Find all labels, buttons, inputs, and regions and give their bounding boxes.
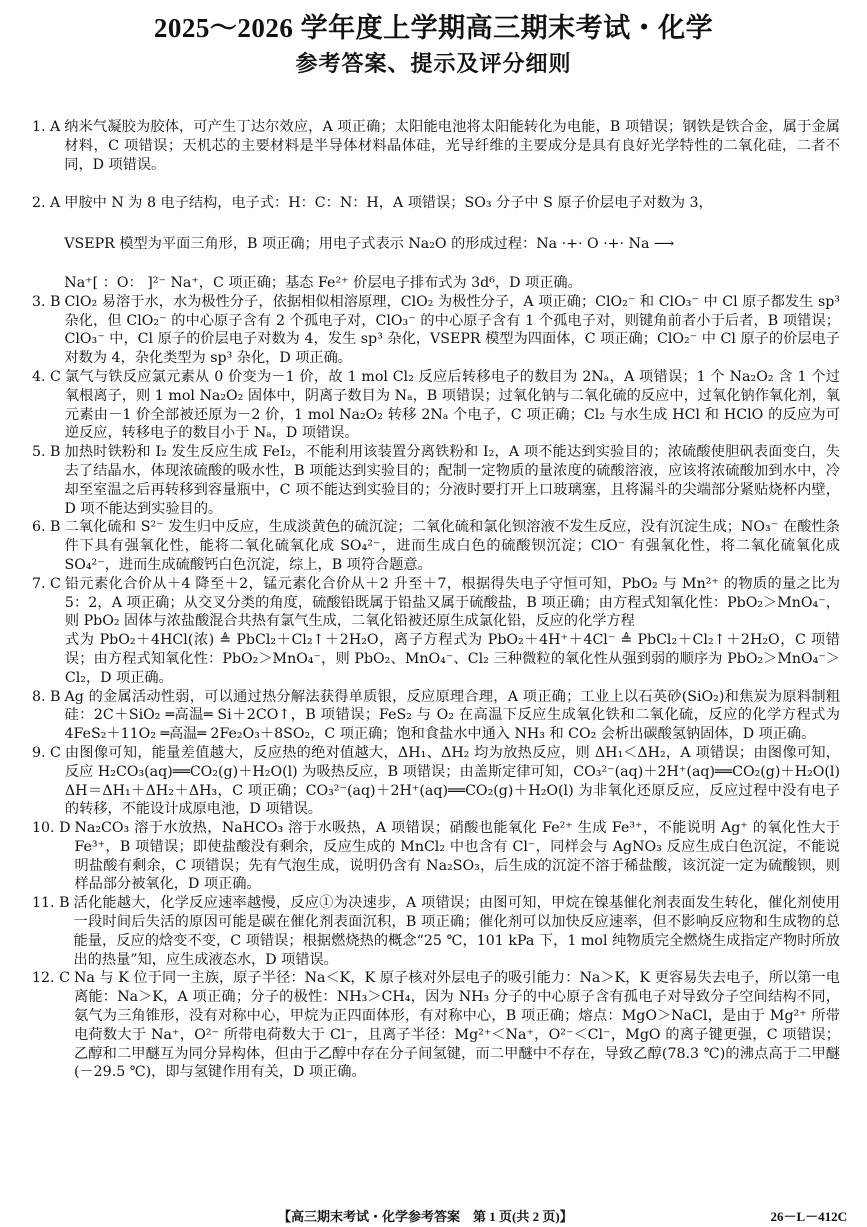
- answer-explanation: 由图像可知，能量差值越大，反应热的绝对值越大，ΔH₁、ΔH₂ 均为放热反应，则 ΔH₁＜ΔH₂，A 项错误；由图像可知，反应 H₂CO₃(aq)══CO₂(g)＋H₂O(l) 为吸热反应，B 项错误；由盖斯定律可知，CO₃²⁻(aq)＋2H⁺(aq)══CO₂(g)＋H₂O(l) ΔH＝ΔH₁＋ΔH₂＋ΔH₃，C 项正确；CO₃²⁻(aq)＋2H⁺(aq)══CO₂(g)＋H₂O(l) 为非氧化还原反应，反应过程中没有电子的转移，不能设计成原电池，D 项错误。: [64, 744, 855, 818]
- answer-number: 6. B: [32, 519, 61, 536]
- answer-explanation: 二氧化硫和 S²⁻ 发生归中反应，生成淡黄色的硫沉淀；二氧化硫和氯化钡溶液不发生反应，没有沉淀生成；NO₃⁻ 在酸性条件下具有强氧化性，能将二氧化硫氧化成 SO₄²⁻，进而生成白色的硫酸钡沉淀；ClO⁻ 有强氧化性，将二氧化硫氧化成 SO₄²⁻，进而生成硫酸钙白色沉淀，综上，B 项符合题意。: [64, 519, 840, 573]
- answer-explanation-line: 甲胺中 N 为 8 电子结构，电子式：H：C：N：H，A 项错误；SO₃ 分子中 S 原子价层电子对数为 3，: [64, 195, 713, 212]
- answer-item-8: [32, 688, 840, 744]
- answer-explanation: Ag 的金属活动性弱，可以通过热分解法获得单质银，反应原理合理，A 项正确；工业上以石英砂(SiO₂)和焦炭为原料制粗硅：2C＋SiO₂ ═高温═ Si＋2CO↑，B 项错误；FeS₂ 与 O₂ 在高温下反应生成氧化铁和二氧化硫，反应的化学方程式为 4FeS₂＋11O₂ ═高温═ 2Fe₂O₃＋8SO₂，C 项正确；饱和食盐水中通入 NH₃ 和 CO₂ 会析出碳酸氢钠固体，D 项正确。: [64, 688, 840, 743]
- answer-explanation-line: 铅元素化合价从＋4 降至＋2，锰元素化合价从＋2 升至＋7，根据得失电子守恒可知，PbO₂ 与 Mn²⁺ 的物质的量之比为 5：2，A 项正确；从交叉分类的角度，硫酸铅既属于铅盐又属于硫酸盐，B 项正确；由方程式知氧化性：PbO₂＞MnO₄⁻，则 PbO₂ 固体与浓盐酸混合共热有氯气生成，二氧化铅被还原生成氯化铅，反应的化学方程: [64, 575, 840, 630]
- answer-number: 9. C: [32, 744, 61, 761]
- answer-item-1: [32, 118, 840, 174]
- answer-item-4: [32, 368, 840, 443]
- answer-explanation: 氯气与铁反应氯元素从 0 价变为－1 价，故 1 mol Cl₂ 反应后转移电子的数目为 2Nₐ，A 项错误；1 个 Na₂O₂ 含 1 个过氧根离子，则 1 mol Na₂O₂ 固体中，阴离子数目为 Nₐ，B 项错误；过氧化钠与二氧化硫的反应中，过氧化钠作氧化剂，氧元素由－1 价全部被还原为－2 价，1 mol Na₂O₂ 转移 2Nₐ 个电子，C 项正确；Cl₂ 与水生成 HCl 和 HClO 的反应为可逆反应，转移电子的数目小于 Nₐ，D 项错误。: [64, 368, 840, 442]
- answer-explanation-line: 式为 PbO₂＋4HCl(浓) ≜ PbCl₂＋Cl₂↑＋2H₂O，离子方程式为 PbO₂＋4H⁺＋4Cl⁻ ≜ PbCl₂＋Cl₂↑＋2H₂O，C 项错误；由方程式知氧化性：PbO₂＞MnO₄⁻，则 PbO₂、MnO₄⁻、Cl₂ 三种微粒的氧化性从强到弱的顺序为 PbO₂＞MnO₄⁻＞Cl₂，D 项正确。: [64, 632, 840, 686]
- answer-item-7: [32, 575, 840, 688]
- answer-item-6: [32, 518, 840, 574]
- answer-number: 4. C: [32, 368, 61, 385]
- answer-number: 5. B: [32, 444, 61, 461]
- answer-number: 1. A: [32, 119, 61, 135]
- lewis-spacer: [32, 174, 840, 194]
- answer-item-3: [32, 293, 840, 368]
- answer-item-5: [32, 443, 840, 518]
- answer-explanation: Na 与 K 位于同一主族，原子半径：Na＜K，K 原子核对外层电子的吸引能力：Na＞K，K 更容易失去电子，所以第一电离能：Na＞K，A 项正确；分子的极性：NH₃＞CH₄，因为 NH₃ 分子的中心原子含有孤电子对导致分子空间结构不同，氨气为三角锥形，没有对称中心，甲烷为正四面体形，有对称中心，B 项正确；熔点：MgO＞NaCl，是由于 Mg²⁺ 所带电荷数大于 Na⁺，O²⁻ 所带电荷数大于 Cl⁻，且离子半径：Mg²⁺＜Na⁺，O²⁻＜Cl⁻，MgO 的离子键更强，C 项错误；乙醇和二甲醚互为同分异构体，但由于乙醇中存在分子间氢键，而二甲醚中不存在，导致乙醇(78.3 ℃)的沸点高于二甲醚(－29.5 ℃)，即与氢键作用有关，D 项正确。: [73, 970, 840, 1081]
- answer-item-11: [32, 894, 840, 969]
- answer-number: 8. B: [32, 688, 61, 705]
- answer-item-10: [32, 819, 840, 894]
- answer-explanation-line: Na⁺[ ：O： ]²⁻ Na⁺，C 项正确；基态 Fe²⁺ 价层电子排布式为 3d⁶，D 项正确。: [64, 274, 582, 291]
- page-subtitle: 参考答案、提示及评分细则: [295, 51, 572, 76]
- answer-explanation: 加热时铁粉和 I₂ 发生反应生成 FeI₂，不能利用该装置分离铁粉和 I₂，A 项不能达到实验目的；浓硫酸使胆矾表面变白，失去了结晶水，体现浓硫酸的吸水性，B 项能达到实验目的；配制一定物质的量浓度的硫酸溶液，应该将浓硫酸加到水中，冷却至室温之后再转移到容量瓶中，C 项不能达到实验目的；分液时要打开上口玻璃塞，且将漏斗的尖端部分紧贴烧杯内壁，D 项不能达到实验目的。: [64, 444, 840, 517]
- answer-number: 7. C: [32, 575, 61, 592]
- answer-number: 11. B: [32, 895, 70, 912]
- answer-explanation: Na₂CO₃ 溶于水放热，NaHCO₃ 溶于水吸热，A 项错误；硝酸也能氧化 Fe²⁺ 生成 Fe³⁺，不能说明 Ag⁺ 的氧化性大于 Fe³⁺，B 项错误；即使盐酸没有剩余，反应生成的 MnCl₂ 中也含有 Cl⁻，同样会与 AgNO₃ 反应生成白色沉淀，不能说明盐酸有剩余，C 项错误；先有气泡生成，说明仍含有 Na₂SO₃，后生成的沉淀不溶于稀盐酸，该沉淀一定为硫酸钡，则样品部分被氧化，D 项正确。: [74, 820, 840, 893]
- page-title: 2025～2026 学年度上学期高三期末考试・化学: [153, 13, 714, 43]
- footer-page-info: 【高三期末考试・化学参考答案 第 1 页(共 2 页)】: [278, 1209, 573, 1224]
- answer-item-2: [32, 194, 840, 292]
- answer-list: [32, 118, 855, 1082]
- answer-number: 10. D: [32, 820, 71, 837]
- answer-explanation: ClO₂ 易溶于水，水为极性分子，依据相似相溶原理，ClO₂ 为极性分子，A 项正确；ClO₂⁻ 和 ClO₃⁻ 中 Cl 原子都发生 sp³ 杂化，但 ClO₂⁻ 的中心原子含有 2 个孤电子对，ClO₃⁻ 的中心原子含有 1 个孤电子对，则键角前者小于后者，B 项错误；ClO₃⁻ 中，Cl 原子的价层电子对数为 4，发生 sp³ 杂化，VSEPR 模型为四面体，C 项正确；ClO₂⁻ 中 Cl 原子的价层电子对数为 4，杂化类型为 sp³ 杂化，D 项正确。: [64, 293, 840, 367]
- answer-explanation: 活化能越大，化学反应速率越慢，反应①为决速步，A 项错误；由图可知，甲烷在镍基催化剂表面发生转化，催化剂使用一段时间后失活的原因可能是碳在催化剂表面沉积，B 项正确；催化剂可以加快反应速率，但不影响反应物和生成物的总能量，反应的焓变不变，C 项错误；根据燃烧热的概念“25 ℃，101 kPa 下，1 mol 纯物质完全燃烧生成指定产物时所放出的热量”知，应生成液态水，D 项错误。: [73, 895, 840, 968]
- answer-number: 2. A: [32, 195, 61, 212]
- footer-code: 26－L－412C: [770, 1209, 847, 1224]
- answer-number: 12. C: [32, 970, 70, 987]
- answer-item-12: [32, 969, 840, 1082]
- answer-number: 3. B: [32, 293, 61, 310]
- answer-explanation-line: VSEPR 模型为平面三角形，B 项正确；用电子式表示 Na₂O 的形成过程：Na ·+· O ·+· Na ⟶: [64, 236, 675, 253]
- answer-item-9: [32, 744, 855, 819]
- answer-explanation: 纳米气凝胶为胶体，可产生丁达尔效应，A 项正确；太阳能电池将太阳能转化为电能，B 项错误；钢铁是铁合金，属于金属材料，C 项错误；天机芯的主要材料是半导体材料晶体硅，光导纤维的主要成分是具有良好光学特性的二氧化硅，二者不同，D 项错误。: [64, 119, 840, 173]
